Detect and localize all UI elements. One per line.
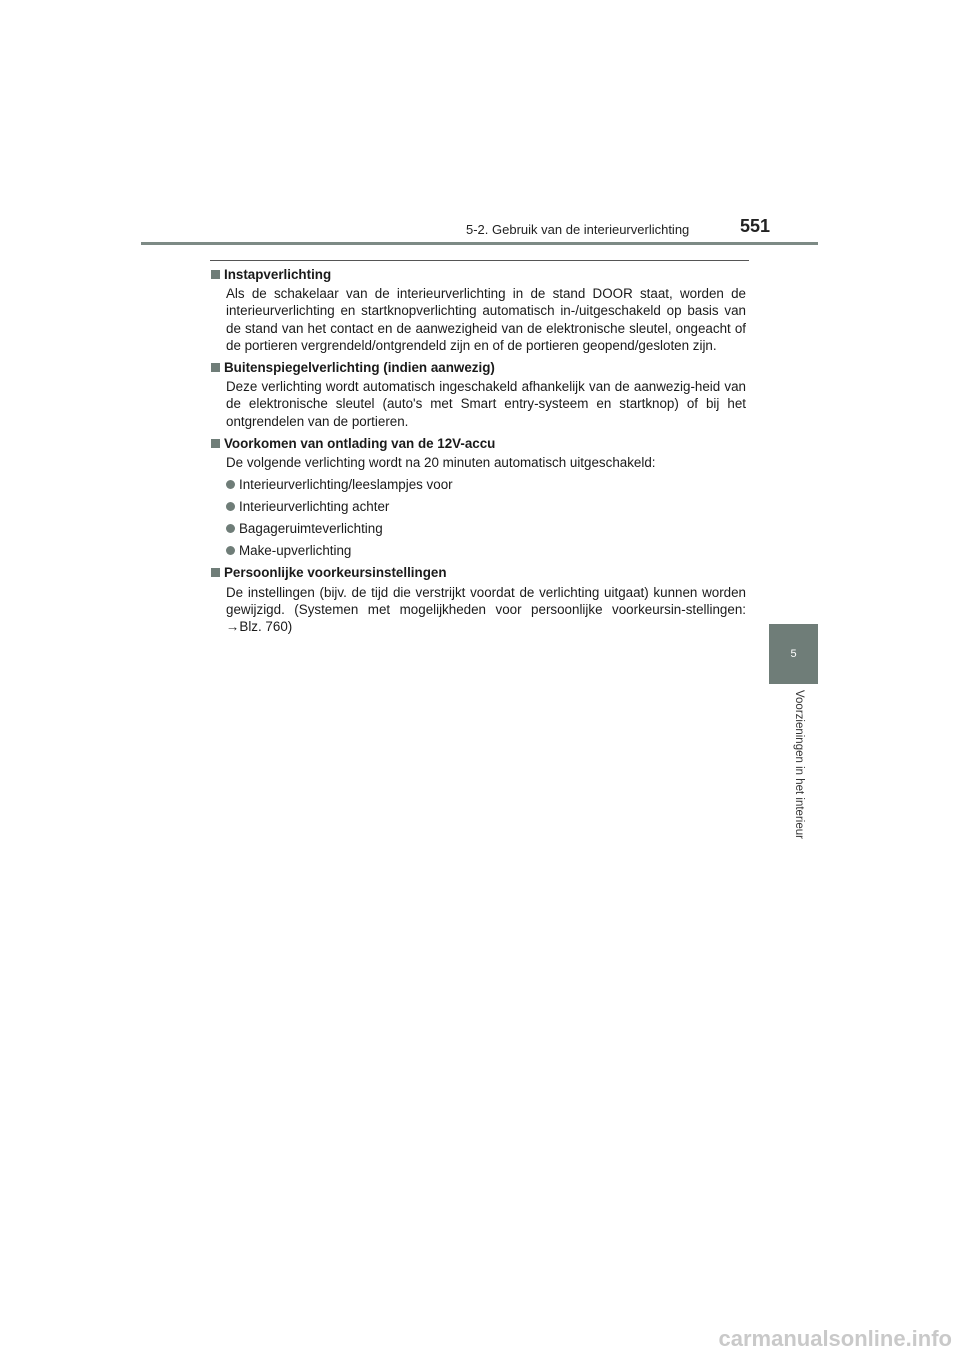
square-bullet-icon [211, 363, 220, 372]
section-title [211, 266, 746, 283]
section-buitenspiegelverlichting [211, 359, 746, 430]
square-bullet-icon [211, 439, 220, 448]
list-item [226, 542, 746, 559]
header-rule [141, 242, 818, 245]
page-reference-link[interactable]: Blz. 760) [239, 619, 293, 635]
page-content [211, 266, 746, 640]
chapter-tab [769, 624, 818, 684]
section-instapverlichting [211, 266, 746, 354]
section-body-text: De instellingen (bijv. de tijd die verstrijkt voordat de verlichting uitgaat) kunnen worden gewijzigd. (Systemen met mogelijkheden voor persoonlijke voorkeursin-stellingen: [226, 584, 746, 617]
running-header: 5-2. Gebruik van de interieurverlichting [466, 222, 690, 237]
list-item [226, 476, 746, 493]
circle-bullet-icon [226, 480, 235, 489]
page-number: 551 [740, 216, 771, 236]
section-body [211, 584, 746, 636]
list-item [226, 520, 746, 537]
chapter-title: Voorzieningen in het interieur [793, 690, 805, 839]
section-title [211, 435, 746, 452]
section-accu-ontlading [211, 435, 746, 560]
section-voorkeursinstellingen [211, 564, 746, 635]
section-heading: Voorkomen van ontlading van de 12V-accu [224, 435, 496, 451]
list-item-text: Bagageruimteverlichting [239, 521, 383, 537]
circle-bullet-icon [226, 524, 235, 533]
bullet-list [211, 476, 746, 559]
circle-bullet-icon [226, 546, 235, 555]
section-title [211, 359, 746, 376]
section-heading: Persoonlijke voorkeursinstellingen [224, 565, 447, 581]
square-bullet-icon [211, 568, 220, 577]
section-heading: Buitenspiegelverlichting (indien aanwezig) [224, 360, 495, 376]
section-body: Deze verlichting wordt automatisch ingeschakeld afhankelijk van de aanwezig-heid van de elektronische sleutel (auto's met Smart entry-systeem en startknop) of bij het ontgrendelen van de portieren. [226, 379, 746, 429]
section-heading: Instapverlichting [224, 267, 332, 282]
section-body: Als de schakelaar van de interieurverlichting in de stand DOOR staat, worden de interieurverlichting en startknopverlichting automatisch in-/uitgeschakeld op basis van de stand van het contact en de aanwezigheid van de elektronische sleutel, ongeacht of de portieren vergrendeld/ontgrendeld zijn en of de portieren geopend/gesloten zijn. [226, 286, 746, 353]
list-item-text: Interieurverlichting achter [239, 499, 390, 515]
square-bullet-icon [211, 270, 220, 279]
list-item-text: Make-upverlichting [239, 543, 352, 559]
chapter-side-label [793, 690, 805, 870]
list-item-text: Interieurverlichting/leeslampjes voor [239, 477, 453, 493]
section-title [211, 564, 746, 581]
list-item [226, 498, 746, 515]
circle-bullet-icon [226, 502, 235, 511]
arrow-right-icon: → [226, 619, 240, 635]
watermark: carmanualsonline.info [718, 1326, 952, 1351]
content-top-rule [210, 260, 749, 261]
chapter-number: 5 [790, 648, 797, 660]
section-body: De volgende verlichting wordt na 20 minuten automatisch uitgeschakeld: [226, 455, 656, 471]
